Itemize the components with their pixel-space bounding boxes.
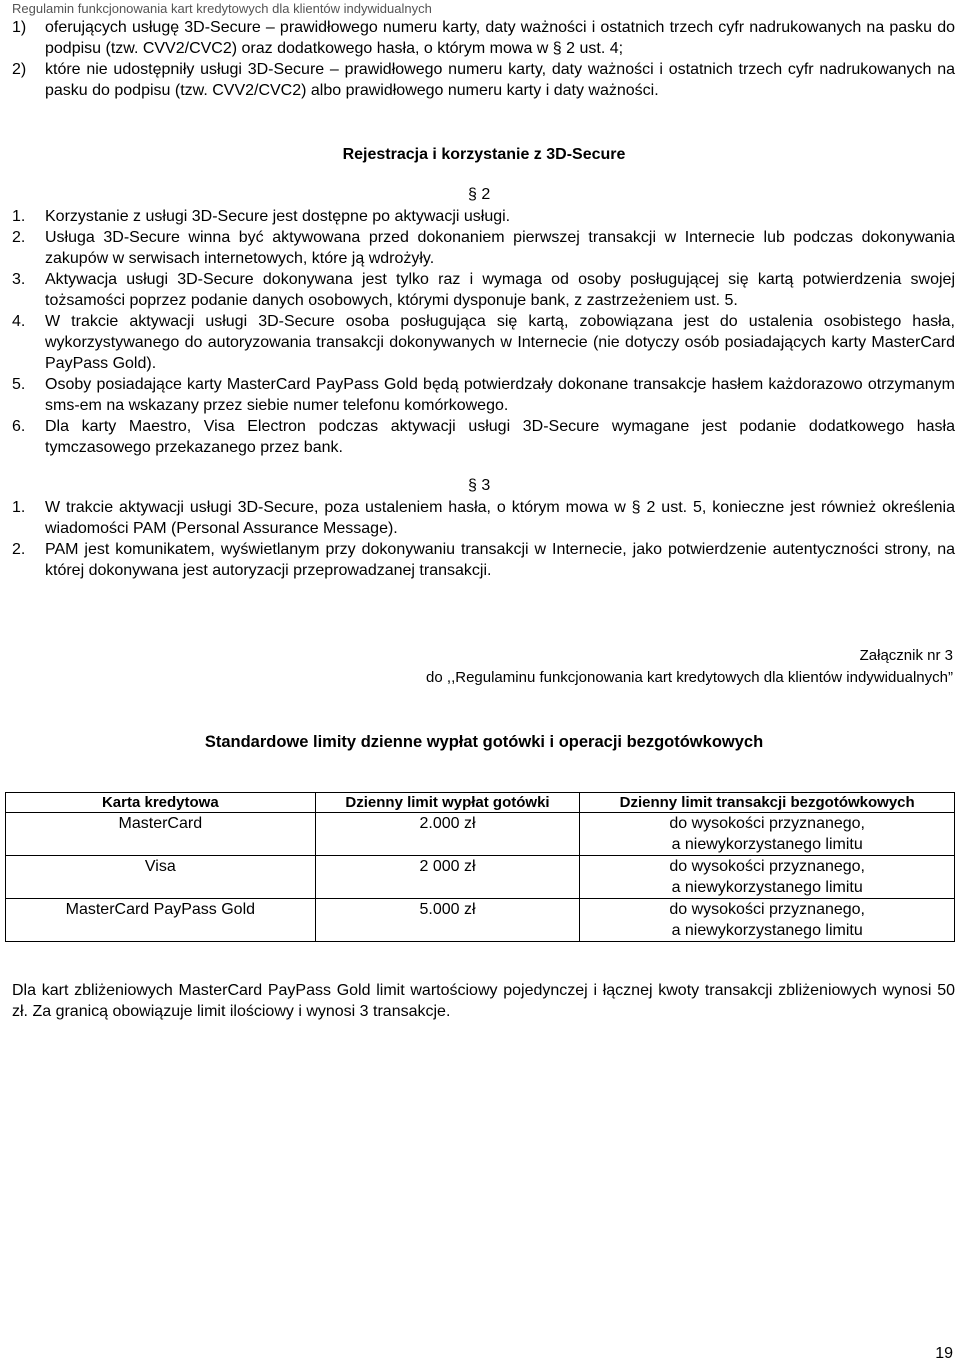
cell-cash: 2 000 zł [315,856,580,899]
cell-cashless [580,813,955,856]
list-item-number: 5. [12,376,26,393]
list-item-number: 1. [12,499,26,516]
intro-list [12,17,955,101]
cell-card: MasterCard PayPass Gold [6,899,316,942]
list-item-number: 4. [12,313,26,330]
list-item [12,311,955,374]
list-item-text: oferujących usługę 3D-Secure – prawidłowego numeru karty, daty ważności i ostatnich trzech cyfr nadrukowanych na pasku do podpisu (tzw. CVV2/CVC2) oraz dodatkowego hasła, o którym mowa w § 2 ust. 4; [45,19,955,57]
cell-cashless-line: do wysokości przyznanego, [669,901,865,918]
list-item-text: Usługa 3D-Secure winna być aktywowana przed dokonaniem pierwszej transakcji w Internecie lub podczas dokonywania zakupów w serwisach internetowych, które ją wdrożyły. [45,229,955,267]
footer-note: Dla kart zbliżeniowych MasterCard PayPass Gold limit wartościowy pojedynczej i łącznej kwoty transakcji zbliżeniowych wynosi 50 zł. Za granicą obowiązuje limit ilościowy i wynosi 3 transakcje. [12,982,955,1020]
cell-cashless-line: do wysokości przyznanego, [669,858,865,875]
cell-card: MasterCard [6,813,316,856]
list-item-text: Aktywacja usługi 3D-Secure dokonywana jest tylko raz i wymaga od osoby posługującej się kartą potwierdzenia swojej tożsamości poprzez podanie danych osobowych, którymi dysponuje bank, z zastrzeżeniem ust. 5. [45,271,955,309]
cell-cashless [580,899,955,942]
list-item-text: W trakcie aktywacji usługi 3D-Secure osoba posługująca się kartą, zobowiązana jest do ustalenia osobistego hasła, wykorzystywanego do autoryzowania transakcji dokonywanych w Internecie (nie dotyczy osób posiadających karty MasterCard PayPass Gold). [45,313,955,372]
table-title: Standardowe limity dzienne wypłat gotówki i operacji bezgotówkowych [204,733,764,751]
column-header-card: Karta kredytowa [6,793,316,813]
cell-cash: 2.000 zł [315,813,580,856]
column-header-cashless: Dzienny limit transakcji bezgotówkowych [580,793,955,813]
list-item-number: 2. [12,541,26,558]
list-item [12,416,955,458]
annex-subtitle: do ,,Regulaminu funkcjonowania kart kredytowych dla klientów indywidualnych” [426,669,953,686]
cell-cashless-line: do wysokości przyznanego, [669,815,865,832]
column-header-cash: Dzienny limit wypłat gotówki [315,793,580,813]
list-item-number: 1) [12,19,27,36]
page-number: 19 [935,1345,953,1362]
list-item-text: Osoby posiadające karty MasterCard PayPass Gold będą potwierdzały dokonane transakcje hasłem każdorazowo otrzymanym sms-em na wskazany przez siebie numer telefonu komórkowego. [45,376,955,414]
list-item-number: 2) [12,61,27,78]
table-row [6,856,955,899]
annex-label: Załącznik nr 3 [859,647,953,664]
table-header-row [6,793,955,813]
list-item [12,17,955,59]
list-item [12,539,955,581]
list-item [12,227,955,269]
list-item-number: 3. [12,271,26,288]
paragraph-mark-2: § 2 [468,186,491,203]
list-item [12,206,955,227]
table-row [6,813,955,856]
list-item [12,269,955,311]
cell-cashless-line: a niewykorzystanego limitu [671,836,863,853]
cell-cash: 5.000 zł [315,899,580,942]
list-item-number: 2. [12,229,26,246]
cell-cashless-line: a niewykorzystanego limitu [671,879,863,896]
list-item [12,374,955,416]
list-item-text: Korzystanie z usługi 3D-Secure jest dostępne po aktywacji usługi. [45,208,511,225]
table-row [6,899,955,942]
limits-table [5,792,955,942]
paragraph-2-list [12,206,955,458]
cell-cashless [580,856,955,899]
cell-card: Visa [6,856,316,899]
section-heading: Rejestracja i korzystanie z 3D-Secure [342,146,626,163]
list-item-number: 6. [12,418,26,435]
list-item-number: 1. [12,208,26,225]
cell-cashless-line: a niewykorzystanego limitu [671,922,863,939]
list-item-text: które nie udostępniły usługi 3D-Secure – prawidłowego numeru karty, daty ważności i ostatnich trzech cyfr nadrukowanych na pasku do podpisu (tzw. CVV2/CVC2) albo prawidłowego numeru karty i daty ważności. [45,61,955,99]
paragraph-3-list [12,497,955,581]
list-item-text: W trakcie aktywacji usługi 3D-Secure, poza ustaleniem hasła, o którym mowa w § 2 ust. 5, konieczne jest również określenia wiadomości PAM (Personal Assurance Message). [45,499,955,537]
running-header: Regulamin funkcjonowania kart kredytowych dla klientów indywidualnych [12,1,432,16]
list-item [12,497,955,539]
annex-header [426,645,953,689]
list-item-text: Dla karty Maestro, Visa Electron podczas aktywacji usługi 3D-Secure wymagane jest podanie dodatkowego hasła tymczasowego przekazanego przez bank. [45,418,955,456]
list-item-text: PAM jest komunikatem, wyświetlanym przy dokonywaniu transakcji w Internecie, jako potwierdzenie autentyczności strony, na której dokonywana jest autoryzacji przeprowadzanej transakcji. [45,541,955,579]
list-item [12,59,955,101]
paragraph-mark-3: § 3 [468,477,491,494]
